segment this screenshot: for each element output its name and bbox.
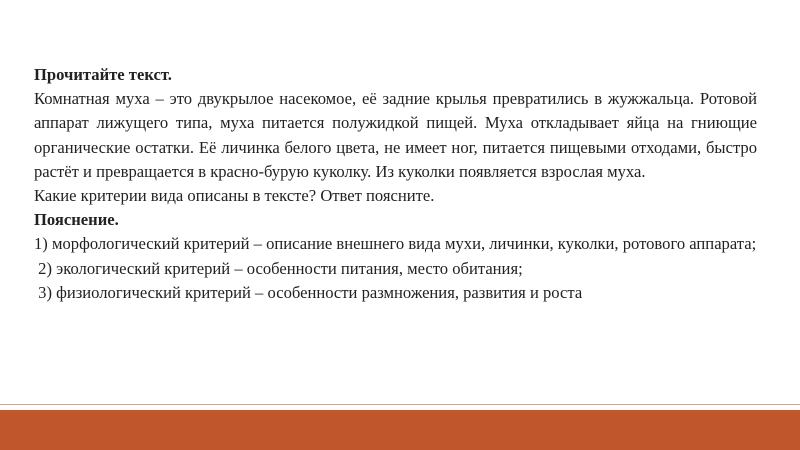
task-heading: Прочитайте текст. <box>34 65 172 84</box>
task-question: Какие критерии вида описаны в тексте? Ответ поясните. <box>34 186 435 206</box>
footer-accent-bar <box>0 410 800 450</box>
slide-content <box>34 63 757 305</box>
task-paragraph: Комнатная муха – это двукрылое насекомое, её задние крылья превратились в жужжальца. Ротовой аппарат лижущего типа, муха питается полужидкой пищей. Муха откладывает яйца на гниющие органические остатки. Её личинка белого цвета, не имеет ног, питается пищевыми отходами, быстро растёт и превращается в красно-бурую куколку. Из куколки появляется взрослая муха. <box>34 89 757 181</box>
explanation-item: 2) экологический критерий – особенности питания, место обитания; <box>34 258 523 278</box>
explanation-item: 3) физиологический критерий – особенности размножения, развития и роста <box>34 282 583 302</box>
explanation-heading: Пояснение. <box>34 210 119 230</box>
explanation-item: 1) морфологический критерий – описание внешнего вида мухи, личинки, куколки, ротового аппарата; <box>34 234 757 254</box>
footer-divider <box>0 404 800 405</box>
